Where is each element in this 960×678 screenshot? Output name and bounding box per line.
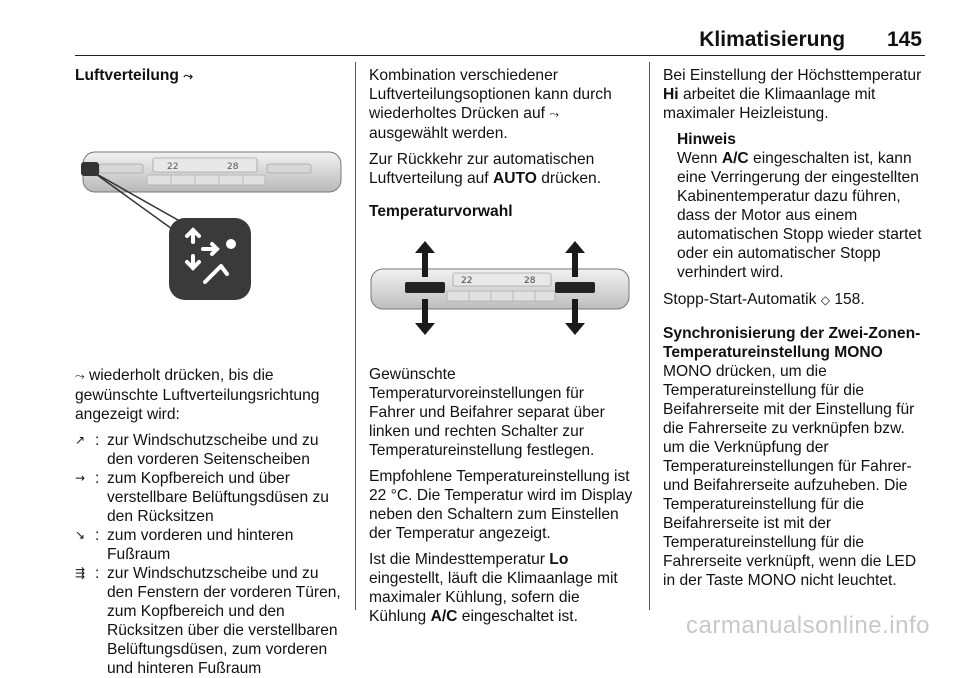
air-distribution-icon: ⤳ bbox=[75, 369, 85, 383]
page-header bbox=[699, 28, 922, 52]
note-box bbox=[677, 130, 928, 282]
paragraph: Kombination verschiedener Luftverteilungsoptionen kann durch wiederholtes Drücken auf ⤳ ausgewählt werden. bbox=[369, 67, 612, 142]
air-distribution-icon: ⤳ bbox=[549, 107, 559, 121]
temperature-panel-illustration bbox=[369, 241, 633, 337]
cross-reference: Stopp-Start-Automatik ◇ 158. bbox=[663, 291, 865, 308]
column-1 bbox=[75, 66, 347, 678]
display-left-temp: 22 bbox=[461, 276, 473, 286]
head-vents-icon: → bbox=[75, 471, 86, 485]
paragraph: Zur Rückkehr zur automatischen Luftverteilung auf AUTO drücken. bbox=[369, 151, 602, 187]
column-divider bbox=[355, 62, 356, 610]
header-rule bbox=[75, 55, 925, 56]
paragraph: Ist die Mindesttemperatur Lo eingestellt, läuft die Klimaanlage mit maximaler Kühlung, sofern die Kühlung A/C eingeschaltet ist. bbox=[369, 551, 618, 625]
watermark: carmanualsonline.info bbox=[686, 612, 930, 639]
note-text: Wenn A/C eingeschalten ist, kann eine Verringerung der eingestellten Kabinentemperatur dazu führen, dass der Motor aus einem automatischen Stopp wieder startet oder ein automatischer Stopp verhindert wird. bbox=[677, 150, 922, 281]
paragraph: Empfohlene Temperatureinstellung ist 22 °C. Die Temperatur wird im Display neben den Schaltern zum Einstellen der Temperatur angezeigt. bbox=[369, 468, 633, 542]
list-item: ↘ : zum vorderen und hinteren Fußraum bbox=[75, 527, 294, 563]
list-item: ↗ : zur Windschutzscheibe und zu den vorderen Seitenscheiben bbox=[75, 432, 319, 468]
display-right-temp: 28 bbox=[227, 162, 239, 172]
page-number: 145 bbox=[886, 28, 922, 51]
footwell-icon: ↘ bbox=[75, 528, 86, 542]
climate-panel-figure bbox=[75, 142, 347, 300]
column-divider bbox=[649, 62, 650, 610]
section-heading-air-distribution: Luftverteilung ⤳ bbox=[75, 67, 193, 84]
display-right-temp: 28 bbox=[524, 276, 536, 286]
temperature-panel-figure bbox=[369, 241, 633, 337]
section-heading-temperature: Temperaturvorwahl bbox=[369, 203, 513, 220]
column-2 bbox=[369, 66, 633, 633]
section-heading-sync: Synchronisierung der Zwei-Zonen-Temperatureinstellung MONO bbox=[663, 325, 921, 361]
intro-text: ⤳ wiederholt drücken, bis die gewünschte Luftverteilungsrichtung angezeigt wird: bbox=[75, 367, 320, 423]
climate-panel-illustration bbox=[75, 142, 347, 300]
column-3 bbox=[663, 66, 928, 597]
air-distribution-icon: ⤳ bbox=[183, 69, 193, 83]
page-title: Klimatisierung bbox=[699, 28, 846, 51]
paragraph: Gewünschte Temperaturvoreinstellungen für Fahrer und Beifahrer separat über linken und rechten Schalter zur Temperatureinstellung festlegen. bbox=[369, 366, 605, 459]
display-left-temp: 22 bbox=[167, 162, 179, 172]
list-item: → : zum Kopfbereich und über verstellbare Belüftungsdüsen zu den Rücksitzen bbox=[75, 470, 329, 525]
air-distribution-list bbox=[75, 431, 347, 678]
paragraph: MONO drücken, um die Temperatureinstellung für die Beifahrerseite mit der Einstellung für die Fahrerseite zu verknüpfen bzw. um die Verknüpfung der Temperatureinstellungen für Fahrer- und Beifahrerseite aufzuheben. Die Temperatureinstellung für die Beifahrerseite ist mit der Temperatureinstellung für die Fahrerseite verknüpft, wenn die LED in der Taste MONO nicht leuchtet. bbox=[663, 363, 917, 589]
paragraph: Bei Einstellung der Höchsttemperatur Hi arbeitet die Klimaanlage mit maximaler Heizleistung. bbox=[663, 67, 922, 122]
list-item: ⇶ : zur Windschutzscheibe und zu den Fenstern der vorderen Türen, zum Kopfbereich und den Rücksitzen über die verstellbaren Belüftungsdüsen, zum vorderen und hinteren Fußraum bbox=[75, 565, 341, 677]
windshield-head-foot-icon: ⇶ bbox=[75, 566, 86, 580]
page-reference-icon: ◇ bbox=[820, 293, 830, 307]
windshield-sidewindows-icon: ↗ bbox=[75, 433, 86, 447]
note-heading: Hinweis bbox=[677, 131, 736, 148]
